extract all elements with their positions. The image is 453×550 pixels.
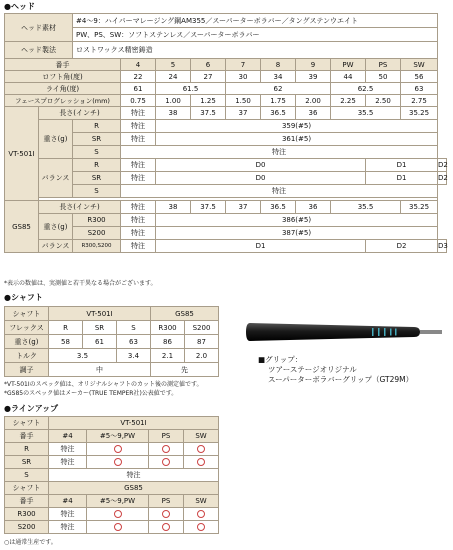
vt-length-cell: 36 [296,107,331,120]
flex-label: フレックス [5,321,49,335]
head-section-title: ●ヘッド [4,2,35,11]
vt-weight-s-special: 特注 [121,146,438,159]
face-cell: 1.00 [156,95,191,107]
loft-cell: 44 [331,71,366,83]
lineup-flex-s: S [5,469,49,482]
circle-icon [114,445,122,453]
flex-cell: S [117,321,151,335]
vt-flex-s: S [73,146,121,159]
face-cell: 1.25 [191,95,226,107]
vt-bal-sr-d1: D1 [366,172,438,185]
vt-length-special: 特注 [121,107,156,120]
vt-bal-s-special: 特注 [121,185,438,198]
gs-flex-r300: R300 [73,214,121,227]
shaft-weight-cell: 63 [117,335,151,349]
shaft-weight-cell: 58 [49,335,83,349]
lie-cell: 63 [401,83,438,95]
loft-cell: 30 [226,71,261,83]
number-cell: 7 [226,59,261,71]
vt-bal-r-special: 特注 [121,159,156,172]
vt-bal-sr-special: 特注 [121,172,156,185]
lineup-circle [184,443,219,456]
circle-icon [197,510,205,518]
torque-cell: 2.0 [185,349,219,363]
circle-icon [114,458,122,466]
kick-cell: 中 [49,363,151,377]
lineup-circle [184,521,219,534]
lineup-col: PS [149,495,184,508]
gs-weight-s200: 387(#5) [156,227,438,240]
material-label: ヘッド素材 [5,14,73,42]
circle-icon [114,510,122,518]
vt-bal-sr-d0: D0 [156,172,366,185]
gs-bal-special: 特注 [121,240,156,253]
lie-cell: 61 [121,83,156,95]
gs-weight-s200-special: 特注 [121,227,156,240]
lie-cell: 61.5 [156,83,226,95]
grip-line3: スーパーターボラバーグリップ（GT29M） [268,375,414,384]
grip-label [258,355,413,385]
vt-bal-r-d0: D0 [156,159,366,172]
lineup-flex-r300: R300 [5,508,49,521]
loft-cell: 50 [366,71,401,83]
lineup-circle [87,521,149,534]
gs-weight-label: 重さ(g) [39,214,73,240]
grip-line1: ■グリップ： [258,355,303,364]
shaft-gs-name: GS85 [151,307,219,321]
gs-flex-s200: S200 [73,227,121,240]
lineup-col: #5～9,PW [87,495,149,508]
circle-icon [162,523,170,531]
number-cell: PW [331,59,366,71]
loft-cell: 22 [121,71,156,83]
vt-length-cell: 38 [156,107,191,120]
lineup-circle [87,456,149,469]
shaft-label: シャフト [5,307,49,321]
method-label: ヘッド製法 [5,42,73,59]
shaft-weight-label: 重さ(g) [5,335,49,349]
flex-cell: SR [83,321,117,335]
shaft-weight-cell: 61 [83,335,117,349]
lineup-table [4,416,219,534]
lineup-circle [184,508,219,521]
lineup-circle [149,521,184,534]
vt-weight-label: 重さ(g) [39,120,73,159]
circle-icon [162,445,170,453]
lineup-section-title: ●ラインアップ [4,404,59,413]
face-cell: 1.75 [261,95,296,107]
loft-cell: 39 [296,71,331,83]
gs-length-cell: 36.5 [261,201,296,214]
gs-weight-r300-special: 特注 [121,214,156,227]
grip-line2: ツアーステージオリジナル [268,365,357,374]
lineup-col: #4 [49,495,87,508]
shaft-note2: *GS85のスペック値はメーカー(TRUE TEMPER社)公表値です。 [4,390,178,397]
gs-length-cell: 36 [296,201,331,214]
shaft-note1: *VT-501Iのスペック値は、オリジナルシャフトのカット後の測定値です。 [4,381,203,388]
shaft-vt-name: VT-501I [49,307,151,321]
gs-length-cell: 37.5 [191,201,226,214]
gs-length-cell: 35.5 [331,201,401,214]
lineup-col: #5～9,PW [87,430,149,443]
lineup-shaft-label: シャフト [5,482,49,495]
vt-bal-flex-sr: SR [73,172,121,185]
shaft-weight-cell: 87 [185,335,219,349]
number-cell: 4 [121,59,156,71]
gs-balance-label: バランス [39,240,73,253]
kick-label: 調子 [5,363,49,377]
gs-balance-flex: R300,S200 [73,240,121,253]
number-cell: SW [401,59,438,71]
face-cell: 2.25 [331,95,366,107]
lineup-gs-name: GS85 [49,482,219,495]
vt-length-cell: 35.5 [331,107,401,120]
gs-bal-d1: D1 [156,240,366,253]
lineup-flex-sr: SR [5,456,49,469]
loft-cell: 34 [261,71,296,83]
number-cell: 8 [261,59,296,71]
lie-cell: 62 [226,83,331,95]
gs-length-cell: 35.25 [401,201,438,214]
loft-cell: 24 [156,71,191,83]
gs-weight-r300: 386(#5) [156,214,438,227]
torque-cell: 3.4 [117,349,151,363]
loft-label: ロフト角(度) [5,71,121,83]
lineup-circle [149,456,184,469]
gs-bal-d2: D2 [366,240,438,253]
shaft-section-title: ●シャフト [4,293,43,302]
circle-icon [197,445,205,453]
lineup-circle [184,456,219,469]
vt-balance-label: バランス [39,159,73,198]
lineup-circle [149,443,184,456]
gs-length-cell: 37 [226,201,261,214]
face-cell: 2.50 [366,95,401,107]
lineup-circle [87,508,149,521]
gs-shaft-label: GS85 [5,201,39,253]
vt-length-cell: 35.25 [401,107,438,120]
head-spec-table [4,13,447,253]
torque-cell: 2.1 [151,349,185,363]
gs-bal-d3: D3 [438,240,447,253]
flex-cell: R300 [151,321,185,335]
vt-length-cell: 37 [226,107,261,120]
lineup-special: 特注 [49,456,87,469]
lineup-col: PS [149,430,184,443]
vt-shaft-label: VT-501I [5,107,39,201]
lineup-special: 特注 [49,508,87,521]
vt-bal-flex-r: R [73,159,121,172]
number-cell: 6 [191,59,226,71]
lineup-number-label: 番手 [5,430,49,443]
kick-cell: 先 [151,363,219,377]
vt-length-cell: 36.5 [261,107,296,120]
number-label: 番手 [5,59,121,71]
vt-bal-flex-s: S [73,185,121,198]
shaft-weight-cell: 86 [151,335,185,349]
circle-icon [197,523,205,531]
lineup-circle [87,443,149,456]
face-cell: 1.50 [226,95,261,107]
grip-image [244,317,444,347]
number-cell: PS [366,59,401,71]
shaft-spec-table [4,306,219,377]
loft-cell: 56 [401,71,438,83]
vt-bal-r-d2: D2 [438,159,447,172]
face-label: フェースプログレッション(mm) [5,95,121,107]
vt-weight-r-special: 特注 [121,120,156,133]
face-cell: 0.75 [121,95,156,107]
vt-bal-sr-d2: D2 [438,172,447,185]
vt-flex-sr: SR [73,133,121,146]
lineup-note: ○は通常生産です。 [4,539,57,546]
face-cell: 2.00 [296,95,331,107]
number-cell: 9 [296,59,331,71]
lineup-flex-r: R [5,443,49,456]
lineup-circle [149,508,184,521]
lie-label: ライ角(度) [5,83,121,95]
vt-weight-sr-special: 特注 [121,133,156,146]
flex-cell: S200 [185,321,219,335]
torque-label: トルク [5,349,49,363]
number-cell: 5 [156,59,191,71]
lineup-col: #4 [49,430,87,443]
lineup-vt-name: VT-501I [49,417,219,430]
gs-length-special: 特注 [121,201,156,214]
circle-icon [114,523,122,531]
lineup-special: 特注 [49,469,219,482]
vt-bal-r-d1: D1 [366,159,438,172]
face-cell: 2.75 [401,95,438,107]
head-note: *表示の数値は、実測値と若干異なる場合がございます。 [4,280,157,287]
lineup-col: SW [184,495,219,508]
vt-length-label: 長さ(インチ) [39,107,121,120]
material-line1: #4～9：ハイパーマレージング鋼AM355／スーパーターボラバー／タングステンウエイト [73,14,438,28]
circle-icon [197,458,205,466]
lineup-flex-s200: S200 [5,521,49,534]
lie-cell: 62.5 [331,83,401,95]
circle-icon [162,458,170,466]
lineup-special: 特注 [49,443,87,456]
torque-cell: 3.5 [49,349,117,363]
vt-weight-sr: 361(#5) [156,133,438,146]
vt-weight-r: 359(#5) [156,120,438,133]
lineup-col: SW [184,430,219,443]
lineup-special: 特注 [49,521,87,534]
gs-length-cell: 38 [156,201,191,214]
material-line2: PW、PS、SW：ソフトステンレス／スーパーターボラバー [73,28,438,42]
gs-length-label: 長さ(インチ) [39,201,121,214]
circle-icon [162,510,170,518]
lineup-number-label: 番手 [5,495,49,508]
vt-length-cell: 37.5 [191,107,226,120]
loft-cell: 27 [191,71,226,83]
flex-cell: R [49,321,83,335]
method-value: ロストワックス精密鋳造 [73,42,438,59]
lineup-shaft-label: シャフト [5,417,49,430]
vt-flex-r: R [73,120,121,133]
